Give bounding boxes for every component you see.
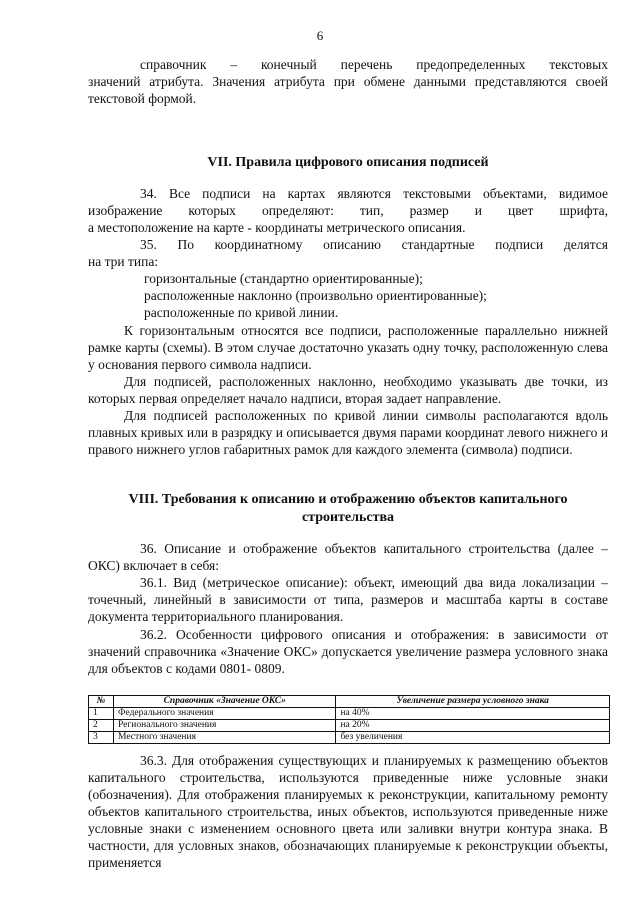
list-item: расположенные наклонно (произвольно ориентированные); — [144, 288, 487, 303]
section-title-continued: строительства — [301, 510, 395, 525]
text-paragraph: 36.2. Особенности цифрового описания и отображения: в зависимости от значений справочника «Значение ОКС» допускается увеличение размера условного знака для объектов с кодами 0801- 0809. — [88, 627, 608, 676]
table-row — [89, 720, 610, 732]
section-title: VIII. Требования к описанию и отображению объектов капитального — [128, 492, 568, 507]
paragraph-inclined-labels — [88, 373, 608, 407]
text-paragraph: Для подписей расположенных по кривой линии символы располагаются вдоль плавных кривых или в разрядку и описывается двумя парами координат левого нижнего и правого нижнего углов габаритных рамок для каждого элемента (символа) подписи. — [88, 408, 608, 457]
table-cell: на 40% — [336, 708, 610, 720]
text-paragraph: 36. Описание и отображение объектов капитального строительства (далее – ОКС) включает в себя: — [88, 541, 608, 573]
table-cell: Местного значения — [114, 732, 336, 744]
text-paragraph: Для подписей, расположенных наклонно, необходимо указывать две точки, из которых первая определяет начало надписи, вторая задает направление. — [88, 374, 608, 406]
table-cell: без увеличения — [336, 732, 610, 744]
text-paragraph: 36.3. Для отображения существующих и планируемых к размещению объектов капитального строительства, используются приведенные ниже условные знаки (обозначения). Для отображения планируемых к реконструкции, капитальному ремонту объектов капитального строительства, иных объектов, используются приведенные ниже условные знаки с изменением основного цвета или заливки внутри контура знака. В частности, для условных знаков, обозначающих планируемые к реконструкции объекты, применяется — [88, 753, 608, 870]
paragraph-reference-definition — [88, 56, 608, 107]
text-line: на три типа: — [88, 254, 159, 269]
section-title: VII. Правила цифрового описания подписей — [207, 155, 489, 170]
table-header-row — [89, 696, 610, 708]
paragraph-36-2 — [88, 626, 608, 677]
paragraph-34 — [88, 185, 608, 236]
text-line: 34. Все подписи на картах являются текстовыми объектами, видимое — [140, 186, 608, 201]
paragraph-36 — [88, 540, 608, 574]
page-number: 6 — [316, 28, 324, 43]
list-item: расположенные по кривой линии. — [144, 305, 339, 320]
list-item: горизонтальные (стандартно ориентированные); — [144, 271, 423, 286]
text-paragraph: 36.1. Вид (метрическое описание): объект, имеющий два вида локализации – точечный, линейный в зависимости от типа, размеров и масштаба карты в составе документа территориального планирования. — [88, 575, 608, 624]
oks-size-table — [88, 695, 610, 744]
paragraph-36-3 — [88, 752, 608, 871]
paragraph-curved-labels — [88, 407, 608, 458]
table-cell: 1 — [89, 708, 114, 720]
text-line: изображение которых определяют: тип, размер и цвет шрифта, — [88, 203, 608, 218]
text-line: справочник – конечный перечень предопределенных текстовых — [140, 57, 608, 72]
table-row — [89, 732, 610, 744]
table-cell: 2 — [89, 720, 114, 732]
table-cell: Регионального значения — [114, 720, 336, 732]
table-cell: на 20% — [336, 720, 610, 732]
paragraph-horizontal-labels — [88, 322, 608, 373]
table-header-cell: Справочник «Значение ОКС» — [114, 696, 336, 708]
section-heading-8 — [88, 491, 608, 527]
table-header-cell: № — [89, 696, 114, 708]
paragraph-36-1 — [88, 574, 608, 625]
section-heading-7 — [88, 154, 608, 172]
paragraph-35 — [88, 236, 608, 270]
table-cell: Федерального значения — [114, 708, 336, 720]
text-line: значений атрибута. Значения атрибута при обмене данными представляются своей текстовой формой. — [88, 74, 608, 106]
table-header-cell: Увеличение размера условного знака — [336, 696, 610, 708]
text-line: а местоположение на карте - координаты метрического описания. — [88, 220, 466, 235]
text-line: 35. По координатному описанию стандартные подписи делятся — [140, 237, 608, 252]
table-row — [89, 708, 610, 720]
text-paragraph: К горизонтальным относятся все подписи, расположенные параллельно нижней рамке карты (схемы). В этом случае достаточно указать одну точку, расположенную слева у основания первого символа надписи. — [88, 323, 608, 372]
table-cell: 3 — [89, 732, 114, 744]
label-type-list — [88, 270, 608, 321]
